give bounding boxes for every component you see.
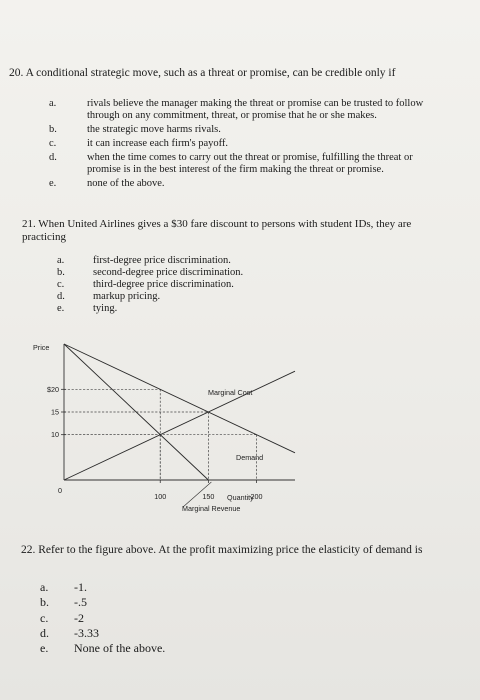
option-letter: c. xyxy=(49,138,57,149)
x-tick-label: 150 xyxy=(202,492,215,501)
option-text: -.5 xyxy=(74,595,87,609)
y-tick-label: 10 xyxy=(51,430,59,440)
option-text: -1. xyxy=(74,580,87,594)
option-text: markup pricing. xyxy=(93,291,161,302)
option-letter: a. xyxy=(49,98,57,109)
option-letter: a. xyxy=(40,580,49,594)
option-text: second-degree price discrimination. xyxy=(93,267,244,278)
option-text: when the time comes to carry out the threat or promise, fulfilling the threat or promise is in the best interest of the firm making the threat or promise. xyxy=(87,152,413,175)
axes xyxy=(61,344,295,483)
x-tick-label: 100 xyxy=(154,492,167,501)
option-text: none of the above. xyxy=(87,178,165,189)
option-letter: c. xyxy=(57,279,65,290)
option-text: it can increase each firm's payoff. xyxy=(87,138,229,149)
option-text: first-degree price discrimination. xyxy=(93,255,231,266)
option-text: None of the above. xyxy=(74,641,166,655)
question-21-stem: 21. When United Airlines gives a $30 fare discount to persons with student IDs, they are practicing xyxy=(22,218,412,243)
y-tick-label: 15 xyxy=(51,407,59,417)
marginal-cost-line xyxy=(64,371,295,480)
question-20-stem: 20. A conditional strategic move, such as a threat or promise, can be credible only if xyxy=(9,67,396,79)
option-letter: e. xyxy=(49,178,57,189)
demand-label: Demand xyxy=(236,453,264,462)
question-22-stem: 22. Refer to the figure above. At the profit maximizing price the elasticity of demand is xyxy=(21,544,423,556)
option-letter: b. xyxy=(57,267,65,278)
x-tick-label: 0 xyxy=(58,486,62,495)
option-letter: d. xyxy=(49,152,57,163)
price-quantity-figure xyxy=(30,340,300,532)
option-letter: b. xyxy=(40,595,49,609)
x-tick-label: 200 xyxy=(250,492,263,501)
option-text: -3.33 xyxy=(74,626,99,640)
option-text: third-degree price discrimination. xyxy=(93,279,234,290)
option-letter: e. xyxy=(40,641,49,655)
option-letter: b. xyxy=(49,124,57,135)
option-letter: a. xyxy=(57,255,65,266)
y-tick-label: $20 xyxy=(47,384,59,394)
x-axis-label: Quantity xyxy=(227,493,254,502)
option-letter: d. xyxy=(40,626,49,640)
option-letter: d. xyxy=(57,291,65,302)
option-text: tying. xyxy=(93,303,118,314)
y-axis-label: Price xyxy=(33,343,50,352)
demand-line xyxy=(64,344,295,453)
option-text: -2 xyxy=(74,611,84,625)
figure-labels xyxy=(33,343,263,513)
option-letter: c. xyxy=(40,611,49,625)
option-text: rivals believe the manager making the threat or promise can be trusted to follow through on any commitment, threat, or promise that he or she makes. xyxy=(87,98,424,121)
option-letter: e. xyxy=(57,303,65,314)
marginal-cost-label: Marginal Cost xyxy=(208,388,253,397)
option-text: the strategic move harms rivals. xyxy=(87,124,221,135)
marginal-revenue-label: Marginal Revenue xyxy=(182,504,241,513)
